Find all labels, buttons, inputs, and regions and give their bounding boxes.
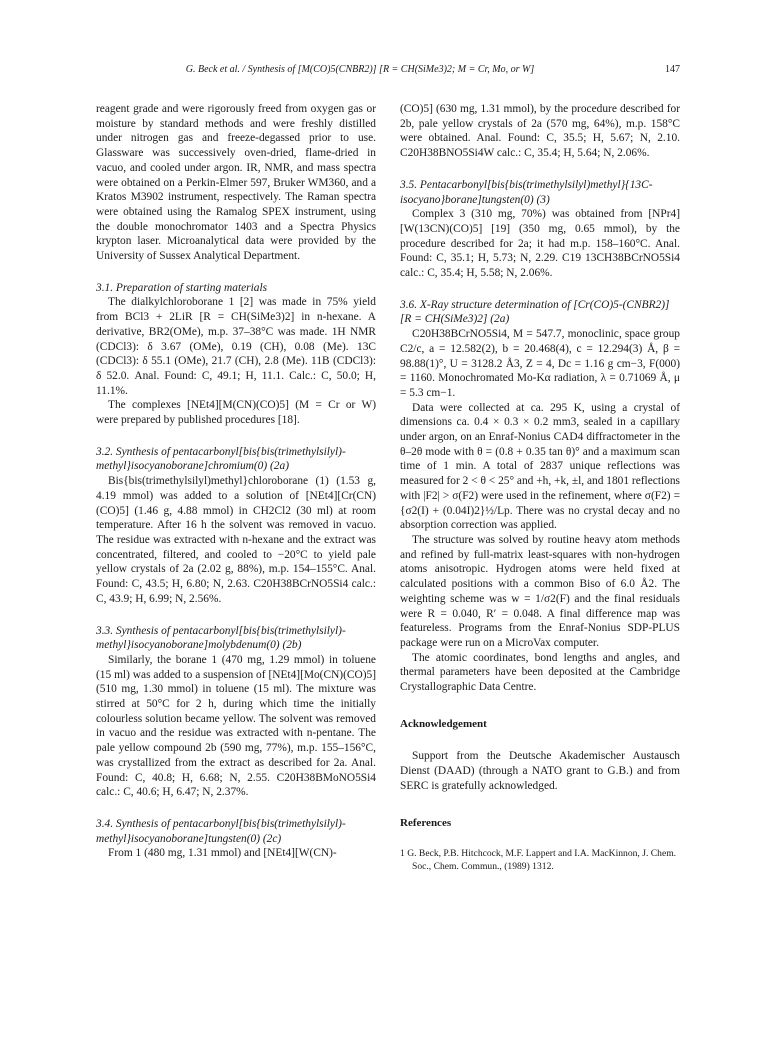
section-3-4-title: 3.4. Synthesis of pentacarbonyl[bis{bis(trimethylsilyl)-methyl}isocyanoborane]tungsten(0) (2c) [96,817,346,845]
left-column [96,102,376,861]
section-3-4-paragraph: From 1 (480 mg, 1.31 mmol) and [NEt4][W(CN)- [108,847,337,860]
section-3-1-paragraph-2: The complexes [NEt4][M(CN)(CO)5] (M = Cr or W) were prepared by published procedures [18]. [96,399,376,427]
section-3-2-title: 3.2. Synthesis of pentacarbonyl[bis{bis(trimethylsilyl)-methyl}isocyanoborane]chromium(0) (2a) [96,445,346,473]
section-3-6-deposition: The atomic coordinates, bond lengths and angles, and thermal parameters have been deposited at the Cambridge Crystallographic Data Centre. [400,651,680,694]
section-3-3-paragraph: Similarly, the borane 1 (470 mg, 1.29 mmol) in toluene (15 ml) was added to a suspension of [NEt4][Mo(CN)(CO)5] (510 mg, 1.30 mmol) in toluene (15 ml). The mixture was stirred at 50°C for 2 h, during which time the initially colourless solution became yellow. The solvent was removed in vacuo and the residue was extracted with n-pentane. The pale yellow compound 2b (590 mg, 77%), m.p. 155–156°C, was crystallized from the extract as described for 2a. Anal. Found: C, 40.8; H, 6.68; N, 2.55. C20H38BMoNO5Si4 calc.: C, 40.6; H, 6.47; N, 2.37%. [96,653,376,799]
reference-item: 1 G. Beck, P.B. Hitchcock, M.F. Lappert and I.A. MacKinnon, J. Chem. Soc., Chem. Commun., (1989) 1312. [400,848,677,872]
section-3-1-title: 3.1. Preparation of starting materials [96,281,268,294]
section-3-1-paragraph-1: The dialkylchloroborane 1 [2] was made in 75% yield from BCl3 + 2LiR [R = CH(SiMe3)2] in n-hexane. A derivative, BR2(OMe), m.p. 37–38°C was made. 1H NMR (CDCl3): δ 3.67 (OMe), 0.19 (CH), 0.08 (Me). 13C (CDCl3): δ 55.1 (OMe), 21.7 (CH), 2.8 (Me). 11B (CDCl3): δ 52.0. Anal. Found: C, 49.1; H, 11.1. Calc.: C, 50.0; H, 11.1%. [96,296,376,397]
section-3-6-title: 3.6. X-Ray structure determination of [Cr(CO)5-(CNBR2)] [R = CH(SiMe3)2] (2a) [400,298,670,326]
section-3-5-title: 3.5. Pentacarbonyl[bis{bis(trimethylsilyl)methyl}{13C-isocyano}borane]tungsten(0) (3) [400,178,653,206]
experimental-continued-paragraph: reagent grade and were rigorously freed from oxygen gas or moisture by standard methods and were freshly distilled under nitrogen gas and freeze-degassed prior to use. Glassware was successively oven-dried, flame-dried in vacuo, and cooled under argon. IR, NMR, and mass spectra were obtained on a Perkin-Elmer 597, Bruker WM360, and a Kratos M3902 instrument, respectively. The Raman spectra were obtained using the Ramalog SPEX instrument, using the double monochromator 1403 and a Spectra Physics krypton laser. Microanalytical data were provided by the University of Sussex Analytical Department. [96,103,376,263]
section-3-6-structure-solution: The structure was solved by routine heavy atom methods and refined by full-matrix least-squares with non-hydrogen atoms anisotropic. Hydrogen atoms were held fixed at calculated positions with a common Biso of 6.0 Å2. The weighting scheme was w = 1/σ2(F) and the final residuals were R = 0.040, R′ = 0.048. A final difference map was featureless. Programs from the Enraf-Nonius SDP-PLUS package were run on a MicroVax computer. [400,533,680,649]
running-header [96,64,680,80]
section-3-4-continued-paragraph: (CO)5] (630 mg, 1.31 mmol), by the procedure described for 2b, pale yellow crystals of 2a (570 mg, 64%), m.p. 158°C were obtained. Anal. Found: C, 35.5; H, 5.67; N, 2.10. C20H38BNO5Si4W calc.: C, 35.4; H, 5.64; N, 2.06%. [400,103,680,160]
right-column [400,102,680,873]
section-3-5-paragraph: Complex 3 (310 mg, 70%) was obtained from [NPr4][W(13CN)(CO)5] [19] (350 mg, 0.65 mmol), by the procedure described for 2a; it had m.p. 158–160°C. Anal. Found: C, 35.1; H, 5.73; N, 2.29. C19 13CH38BCrNO5Si4 calc.: C, 35.4; H, 5.58; N, 2.06%. [400,208,680,280]
section-3-2-paragraph: Bis{bis(trimethylsilyl)methyl}chloroborane (1) (1.53 g, 4.19 mmol) was added to a solution of [NEt4][Cr(CN)(CO)5] (1.46 g, 4.88 mmol) in CH2Cl2 (30 ml) at room temperature. After 16 h the solvent was removed in vacuo. The residue was extracted with n-hexane and the extract was concentrated, filtered, and cooled to −20°C to yield pale yellow crystals of 2a (2.02 g, 88%), m.p. 154–155°C. Anal. Found: C, 43.5; H, 6.80; N, 2.63. C20H38BCrNO5Si4 calc.: C, 43.9; H, 6.99; N, 2.56%. [96,475,376,605]
page-number: 147 [665,64,680,75]
section-3-6-data-collection: Data were collected at ca. 295 K, using a crystal of dimensions ca. 0.4 × 0.3 × 0.2 mm3, sealed in a capillary under argon, on an Enraf-Nonius CAD4 diffractometer in the θ–2θ mode with θ = (0.8 + 0.35 tan θ)° and a maximum scan time of 1 min. A total of 2837 unique reflections was measured for 2 < θ < 25° and +h, +k, ±l, and 1801 reflections with |F2| > σ(F2) were used in the refinement, where σ(F2) = {σ2(I) + (0.04I)2}½/Lp. There was no crystal decay and no absorption correction was applied. [400,401,680,532]
section-3-6-crystal-data: C20H38BCrNO5Si4, M = 547.7, monoclinic, space group C2/c, a = 12.582(2), b = 20.468(4), c = 12.294(3) Å, β = 98.88(1)°, U = 3128.2 Å3, Z = 4, Dc = 1.16 g cm−3, F(000) = 1160. Monochromated Mo-Kα radiation, λ = 0.71069 Å, μ = 5.3 cm−1. [400,328,680,399]
references-heading: References [400,816,452,829]
acknowledgement-paragraph: Support from the Deutsche Akademischer Austausch Dienst (DAAD) (through a NATO grant to G.B.) and from SERC is gratefully acknowledged. [400,750,680,792]
acknowledgement-heading: Acknowledgement [400,717,487,730]
running-title: G. Beck et al. / Synthesis of [M(CO)5(CNBR2)] [R = CH(SiMe3)2; M = Cr, Mo, or W] [185,64,535,75]
section-3-3-title: 3.3. Synthesis of pentacarbonyl[bis{bis(trimethylsilyl)-methyl}isocyanoborane]molybdenum(0) (2b) [96,624,346,652]
